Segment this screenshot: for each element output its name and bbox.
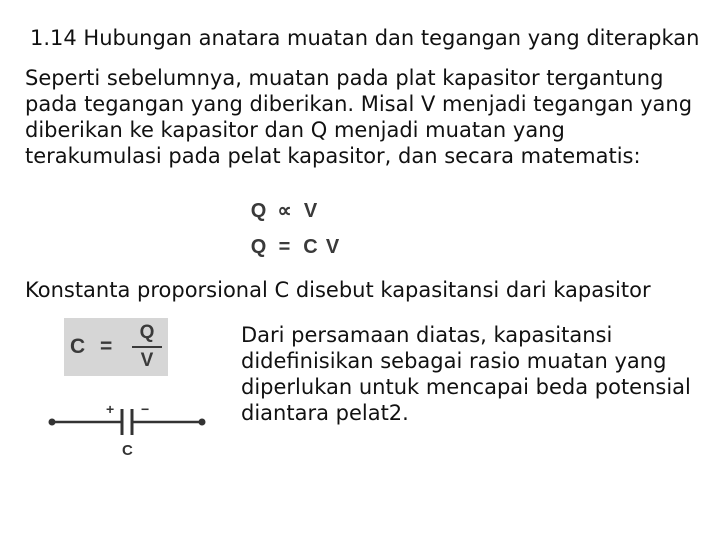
formula-v: V [325,236,341,258]
formula-q: Q [250,200,268,222]
plus-sign: + [106,401,115,417]
intro-line: pada tegangan yang diberikan. Misal V menjadi tegangan yang [25,92,693,116]
fraction-bar [132,346,162,348]
formula-c: C [70,335,86,358]
intro-paragraph [25,65,705,169]
proportionality-formula [248,198,322,223]
formula-block [248,196,368,268]
explanation-line: Dari persamaan diatas, kapasitansi [241,323,613,347]
capacitor-symbol [40,400,220,460]
charge-equation [248,236,344,259]
explanation-paragraph [241,322,711,426]
formula-q: Q [250,236,268,258]
fraction [132,322,162,372]
minus-sign: − [141,401,150,417]
fraction-numerator: Q [139,322,155,343]
fraction-denominator: V [140,350,154,371]
right-terminal-dot [199,419,206,426]
explanation-line: diperlukan untuk mencapai beda potensial [241,375,691,399]
intro-line: terakumulasi pada pelat kapasitor, dan secara matematis: [25,144,641,168]
explanation-line: diantara pelat2. [241,401,409,425]
slide-title: 1.14 Hubungan anatara muatan dan tegangan yang diterapkan [30,26,700,50]
equals-symbol: = [100,335,113,358]
explanation-line: didefinisikan sebagai rasio muatan yang [241,349,667,373]
constant-sentence: Konstanta proporsional C disebut kapasitansi dari kapasitor [25,278,651,302]
proportional-symbol: ∝ [277,200,293,222]
intro-line: diberikan ke kapasitor dan Q menjadi muatan yang [25,118,565,142]
formula-v: V [303,200,319,222]
equals-symbol: = [278,236,292,258]
intro-line: Seperti sebelumnya, muatan pada plat kapasitor tergantung [25,66,664,90]
capacitor-label: C [122,442,133,459]
capacitance-formula [64,318,168,376]
formula-c: C [303,236,319,258]
